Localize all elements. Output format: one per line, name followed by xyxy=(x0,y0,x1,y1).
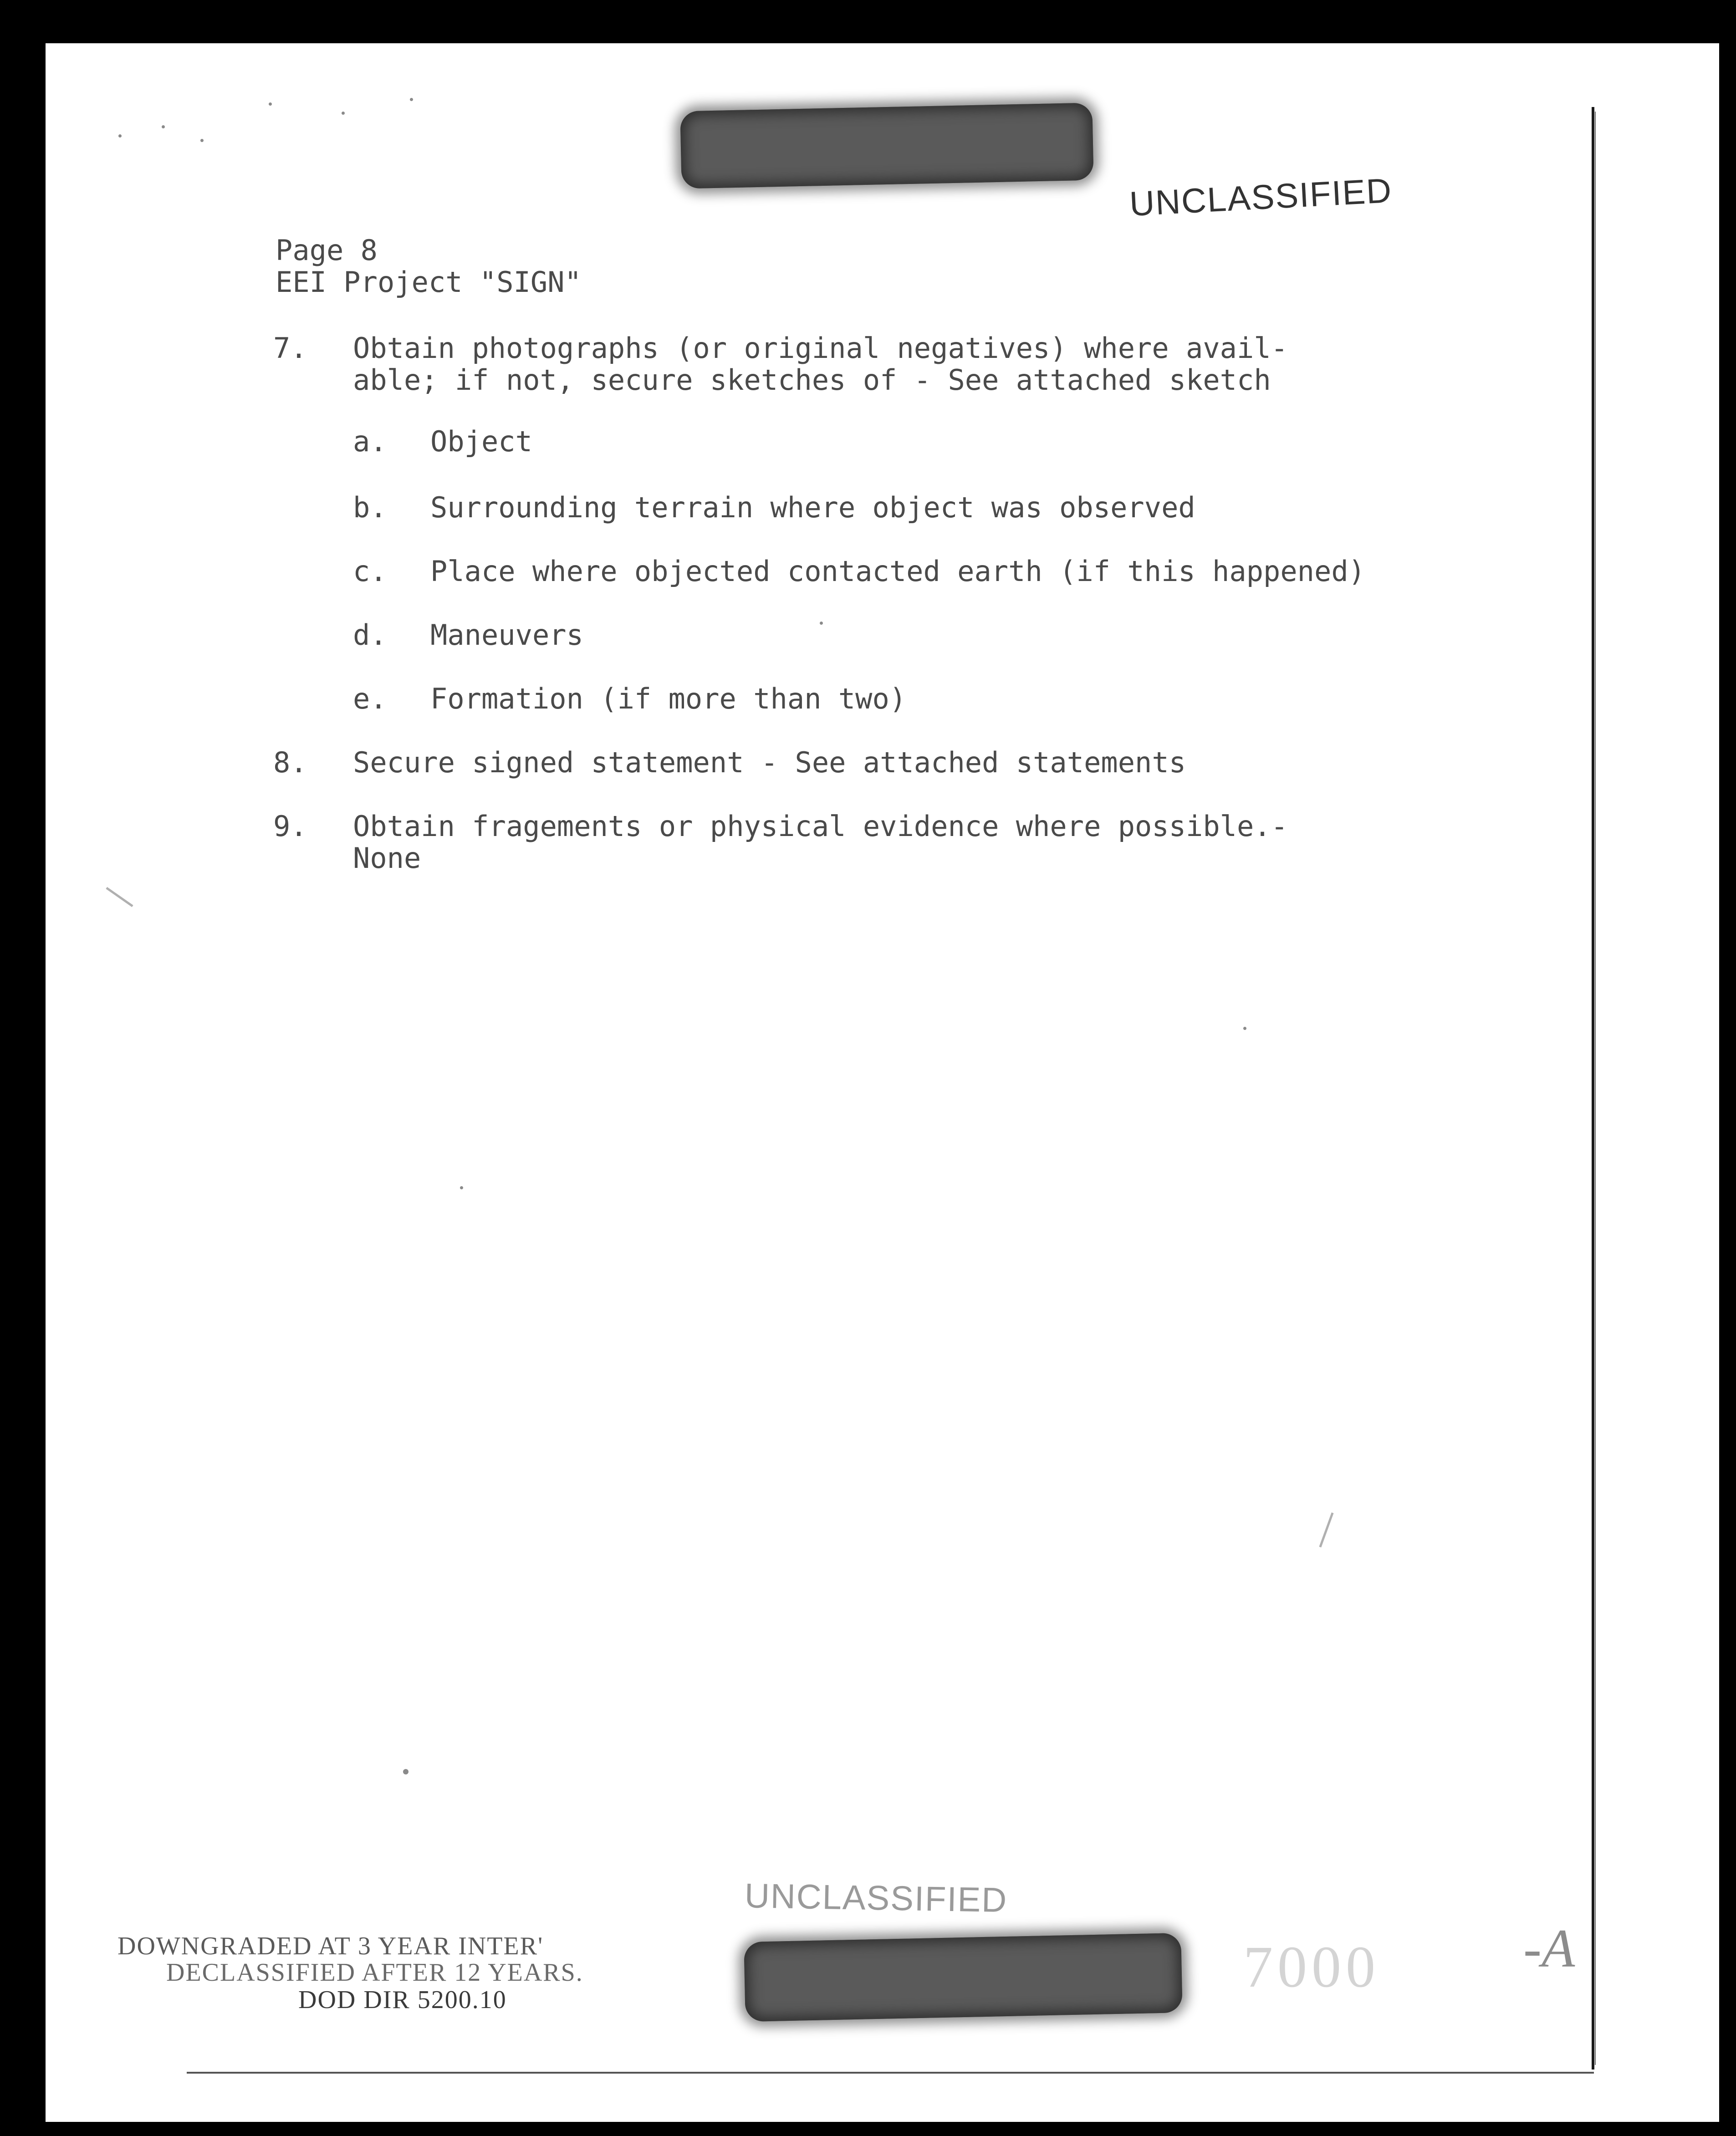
scan-speck xyxy=(162,125,165,128)
scan-speck xyxy=(1243,1027,1246,1030)
document-subject: EEI Project "SIGN" xyxy=(276,265,582,299)
scan-stray-mark xyxy=(106,887,133,907)
scan-speck xyxy=(269,102,272,106)
scan-stray-mark xyxy=(1319,1513,1333,1548)
scan-speck xyxy=(200,139,204,142)
item-text-line: None xyxy=(353,841,421,875)
subitem-letter: e. xyxy=(353,682,387,715)
scan-frame-bottom-edge xyxy=(187,2072,1594,2074)
item-number: 8. xyxy=(273,746,307,779)
declassified-line: DECLASSIFIED AFTER 12 YEARS. xyxy=(166,1958,583,1987)
document-number: 7000 xyxy=(1243,1934,1380,2000)
scan-speck xyxy=(342,112,345,115)
item-text-line: Obtain photographs (or original negatives) where avail- xyxy=(353,331,1288,365)
item-number: 9. xyxy=(273,810,307,843)
subitem-text: Maneuvers xyxy=(430,618,583,652)
document-suffix: -A xyxy=(1523,1918,1575,1978)
subitem-text: Formation (if more than two) xyxy=(430,682,907,715)
scan-speck xyxy=(118,134,122,138)
subitem-letter: c. xyxy=(353,555,387,588)
subitem-text: Place where objected contacted earth (if this happened) xyxy=(430,555,1365,588)
redacted-classification-marking-top xyxy=(680,103,1093,189)
item-text-line: able; if not, secure sketches of - See attached sketch xyxy=(353,363,1271,397)
unclassified-stamp-bottom: UNCLASSIFIED xyxy=(744,1876,1008,1920)
subitem-letter: a. xyxy=(353,425,387,458)
redacted-classification-marking-bottom xyxy=(744,1933,1182,2022)
scan-speck xyxy=(410,98,413,101)
subitem-letter: d. xyxy=(353,618,387,652)
scan-speck xyxy=(403,1769,408,1774)
page-label: Page 8 xyxy=(276,234,378,267)
subitem-text: Object xyxy=(430,425,532,458)
unclassified-stamp-top: UNCLASSIFIED xyxy=(1128,171,1394,224)
item-text-line: Obtain fragements or physical evidence where possible.- xyxy=(353,810,1288,843)
scan-frame-right-shadow xyxy=(1595,112,1596,2065)
dod-directive-line: DOD DIR 5200.10 xyxy=(298,1986,507,2014)
downgrade-line: DOWNGRADED AT 3 YEAR INTER' xyxy=(117,1932,544,1960)
scan-frame-right-edge xyxy=(1592,107,1594,2070)
document-page xyxy=(46,43,1719,2122)
subitem-text: Surrounding terrain where object was observed xyxy=(430,491,1195,524)
item-number: 7. xyxy=(273,331,307,365)
scan-speck xyxy=(820,622,823,625)
item-text-line: Secure signed statement - See attached statements xyxy=(353,746,1186,779)
scan-speck xyxy=(460,1186,463,1189)
subitem-letter: b. xyxy=(353,491,387,524)
